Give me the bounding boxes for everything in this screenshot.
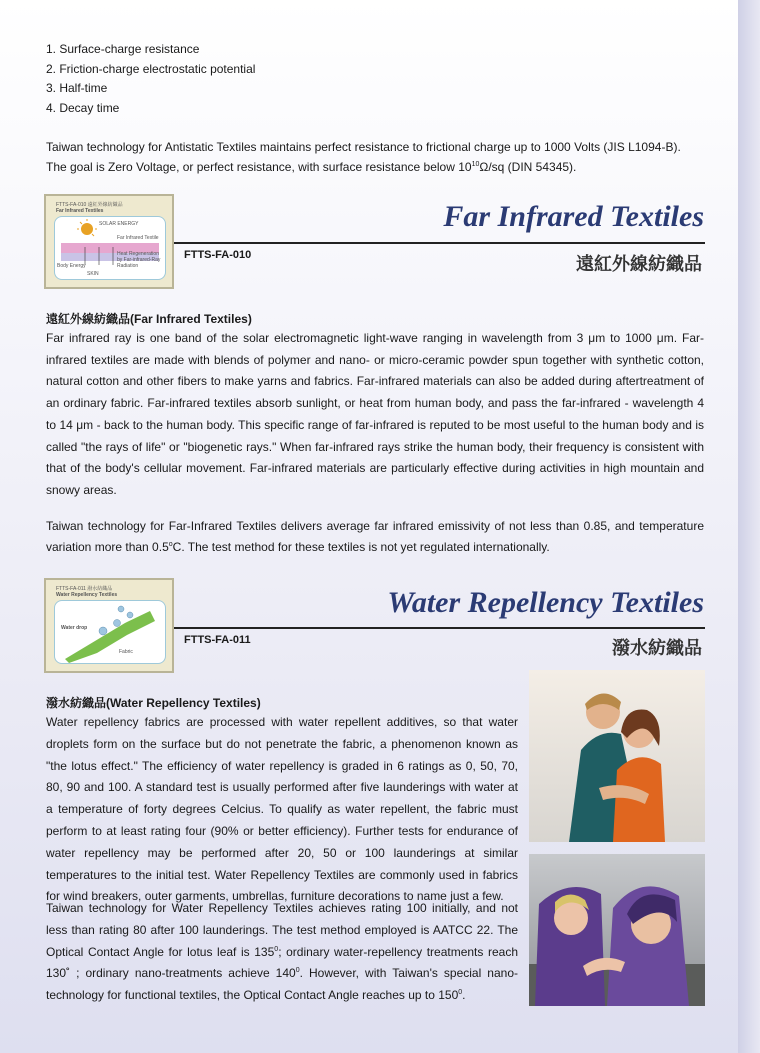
- far-infrared-title-zh: 遠紅外線紡織品: [576, 254, 702, 274]
- far-infrared-body: Far infrared ray is one band of the solar electromagnetic light-wave ranging in wavelength from 3 μm to 1000 μm. Far-infrared textiles are made with blends of polymer and nano- or micro-ceramic powder spun together with synthetic cotton, natural cotton and other fibers to make yarns and fabrics. Far-infrared materials can also be added during aftertreatment of an ordinary fabric. Far-infrared textiles absorb sunlight, or heat from human body, and pass the far-infrared - wavelength 4 to 14 μm - back to the human body. This specific range of far-infrared is reputed to be most useful to the human body and is called "the rays of life" or "biogenetic rays." When far-infrared rays strike the human body, their frequency is consistent with that of the body's cellular movement. Far-infrared materials are particularly effective during activities in high mountain and snowy areas.: [46, 331, 704, 497]
- far-infrared-code: FTTS-FA-010: [184, 249, 252, 261]
- water-repellency-title: Water Repellency Textiles: [387, 586, 704, 619]
- list-item: 4. Decay time: [46, 100, 120, 115]
- section-divider: [174, 627, 705, 629]
- water-repellency-heading: 潑水紡織品(Water Repellency Textiles): [46, 696, 261, 710]
- water-repellency-code: FTTS-FA-011: [184, 634, 251, 646]
- list-item: 1. Surface-charge resistance: [46, 42, 200, 56]
- antistatic-line-2: The goal is Zero Voltage, or perfect resistance, with surface resistance below $10^{10}\Omega/sq$ (DIN 54345).: [46, 159, 577, 174]
- far-infrared-title: Far Infrared Textiles: [443, 200, 704, 233]
- far-infrared-emissivity: Taiwan technology for Far-Infrared Textiles delivers average far infrared emissivity of not less than 0.85, and temperature variation more than 0.5$^o$C. The test method for these textiles is not yet regulated internationally.: [46, 519, 704, 554]
- child-in-rain-photo: [529, 854, 705, 1006]
- far-infrared-heading: 遠紅外線紡織品(Far Infrared Textiles): [46, 312, 252, 326]
- list-item: 3. Half-time: [46, 81, 108, 95]
- far-infrared-thumbnail: FTTS-FA-010 遠紅外線紡織品 Far Infrared Textiles SOLAR ENERGY Far Infrared Textile Heat Regeneration by Far-infrared-Ray Radiation Body Energy SKIN: [44, 194, 174, 289]
- water-repellency-tail: Taiwan technology for Water Repellency Textiles achieves rating 100 initially, and not less than rating 80 after 100 launderings. The test method employed is AATCC 22. The Optical Contact Angle for lotus leaf is $135^0$; ordinary water-repellency treatments reach 130˚ ; ordinary nano-treatments achieve $140^0$. However, with Taiwan's special nano-technology for functional textiles, the Optical Contact Angle reaches up to $150^0$.: [46, 901, 519, 1003]
- list-item: 2. Friction-charge electrostatic potential: [46, 61, 256, 76]
- antistatic-paragraph: [46, 138, 704, 177]
- water-repellency-thumbnail: FTTS-FA-011 潑水紡織品 Water Repellency Textiles Water drop Fabric: [44, 578, 174, 673]
- antistatic-line-1: Taiwan technology for Antistatic Textiles maintains perfect resistance to frictional charge up to 1000 Volts (JIS L1094-B).: [46, 140, 681, 154]
- water-repellency-body: Water repellency fabrics are processed with water repellent additives, so that water droplets form on the surface but do not penetrate the fabric, a phenomenon known as "the lotus effect." The efficiency of water repellency is graded in 6 ratings as 0, 50, 70, 80, 90 and 100. A standard test is usually performed after five launderings with water at a temperature of forty degrees Celcius. To qualify as water repellent, the fabric must perform to at least rating four (90% or better efficiency). Further tests for endurance of water repellency may be performed after 20, 50 or 100 launderings at similar temperatures to the initial test. Water Repellency Textiles are commonly used in fabrics for wind breakers, outer garments, umbrellas, furniture decorations to name just a few.: [46, 715, 518, 904]
- water-repellency-title-zh: 潑水紡織品: [612, 638, 702, 658]
- water-drop-diagram-icon: [55, 601, 165, 663]
- page-edge: [738, 0, 760, 1053]
- couple-photo: [529, 670, 705, 842]
- section-divider: [174, 242, 705, 244]
- measurement-list: [46, 40, 255, 118]
